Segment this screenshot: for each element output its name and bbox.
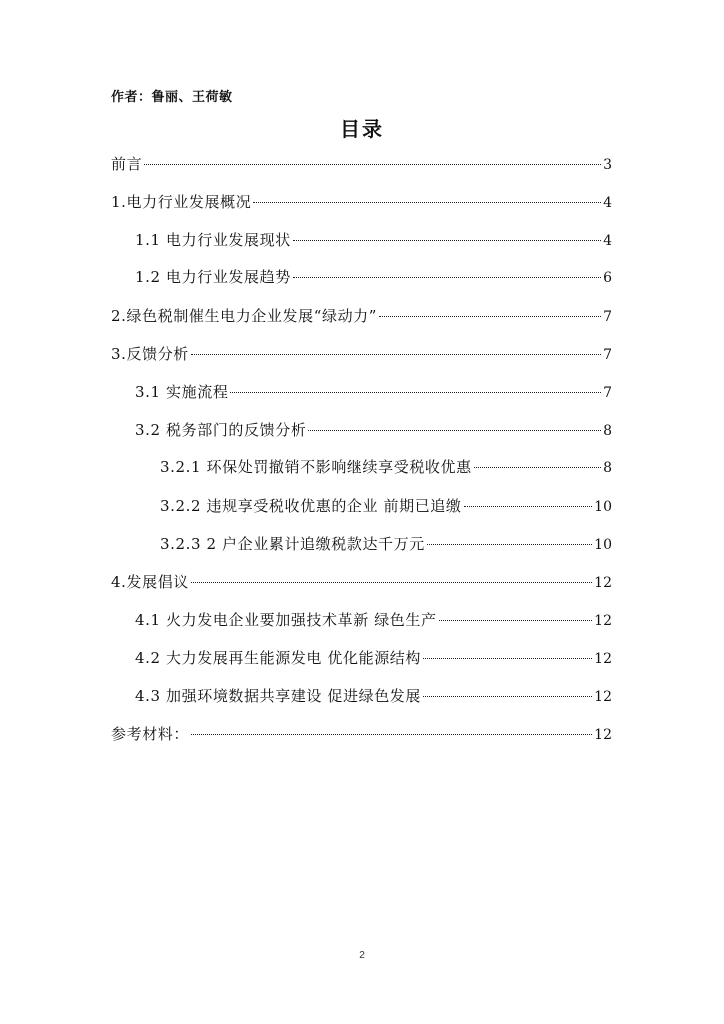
author-line: 作者：鲁丽、王荷敏: [111, 90, 233, 105]
toc-entry[interactable]: [111, 304, 612, 328]
toc-entry-title: 参考材料：: [111, 725, 190, 743]
toc-entry-title: 3.2.3 2 户企业累计追缴税款达千万元: [160, 535, 425, 553]
toc-entry-page: 8: [603, 423, 612, 439]
toc-entry[interactable]: [111, 342, 612, 366]
toc-entry-title: 前言: [111, 155, 143, 173]
toc-entry-title: 1.电力行业发展概况: [111, 193, 252, 211]
toc-entry-title: 3.2 税务部门的反馈分析: [135, 421, 307, 439]
toc-entry-page: 10: [594, 499, 612, 515]
toc-leader-dots: [379, 315, 601, 317]
page-number: 2: [359, 950, 365, 961]
toc-entry-page: 12: [594, 651, 612, 667]
toc-leader-dots: [439, 619, 593, 621]
page-title: 目录: [340, 117, 384, 141]
toc-entry-page: 10: [594, 537, 612, 553]
toc-entry[interactable]: [160, 494, 612, 518]
toc-entry-page: 12: [594, 575, 612, 591]
toc-entry-page: 7: [603, 309, 612, 325]
toc-leader-dots: [423, 657, 592, 659]
toc-entry-title: 4.2 大力发展再生能源发电 优化能源结构: [135, 649, 421, 667]
toc-entry[interactable]: [135, 265, 612, 289]
toc-entry-title: 4.1 火力发电企业要加强技术革新 绿色生产: [135, 611, 437, 629]
toc-leader-dots: [253, 201, 601, 203]
toc-entry[interactable]: [135, 608, 612, 632]
toc-leader-dots: [293, 276, 601, 278]
toc-entry-page: 4: [603, 233, 612, 249]
toc-leader-dots: [144, 163, 601, 165]
toc-leader-dots: [464, 505, 593, 507]
toc-entry-page: 12: [594, 727, 612, 743]
toc-entry-page: 4: [603, 195, 612, 211]
toc-entry-title: 4.发展倡议: [111, 573, 189, 591]
toc-entry[interactable]: [111, 190, 612, 214]
toc-entry-page: 8: [603, 460, 612, 476]
toc-entry[interactable]: [111, 152, 612, 176]
toc-entry-page: 7: [603, 347, 612, 363]
toc-entry-title: 4.3 加强环境数据共享建设 促进绿色发展: [135, 687, 421, 705]
toc-leader-dots: [427, 543, 592, 545]
toc-entry-page: 6: [603, 270, 612, 286]
toc-entry-page: 3: [603, 157, 612, 173]
toc-entry[interactable]: [160, 455, 612, 479]
toc-entry[interactable]: [135, 228, 612, 252]
toc-entry-title: 3.2.2 违规享受税收优惠的企业 前期已追缴: [160, 497, 462, 515]
toc-leader-dots: [230, 391, 601, 393]
toc-entry-page: 12: [594, 613, 612, 629]
toc-entry-title: 1.1 电力行业发展现状: [135, 231, 291, 249]
toc-entry-page: 7: [603, 385, 612, 401]
toc-entry-title: 2.绿色税制催生电力企业发展“绿动力”: [111, 307, 378, 325]
toc-entry-title: 1.2 电力行业发展趋势: [135, 268, 291, 286]
toc-leader-dots: [423, 695, 592, 697]
toc-entry[interactable]: [111, 570, 612, 594]
toc-entry[interactable]: [135, 380, 612, 404]
toc-leader-dots: [293, 239, 601, 241]
toc-leader-dots: [308, 429, 601, 431]
toc-entry[interactable]: [135, 646, 612, 670]
toc-entry[interactable]: [111, 722, 612, 746]
toc-entry-title: 3.2.1 环保处罚撤销不影响继续享受税收优惠: [160, 458, 472, 476]
toc-entry[interactable]: [135, 684, 612, 708]
toc-entry[interactable]: [135, 418, 612, 442]
toc-leader-dots: [191, 733, 592, 735]
toc-entry-page: 12: [594, 689, 612, 705]
toc-leader-dots: [191, 581, 592, 583]
toc-entry[interactable]: [160, 532, 612, 556]
toc-entry-title: 3.1 实施流程: [135, 383, 229, 401]
toc-leader-dots: [191, 353, 601, 355]
toc-entry-title: 3.反馈分析: [111, 345, 189, 363]
toc-leader-dots: [474, 466, 601, 468]
